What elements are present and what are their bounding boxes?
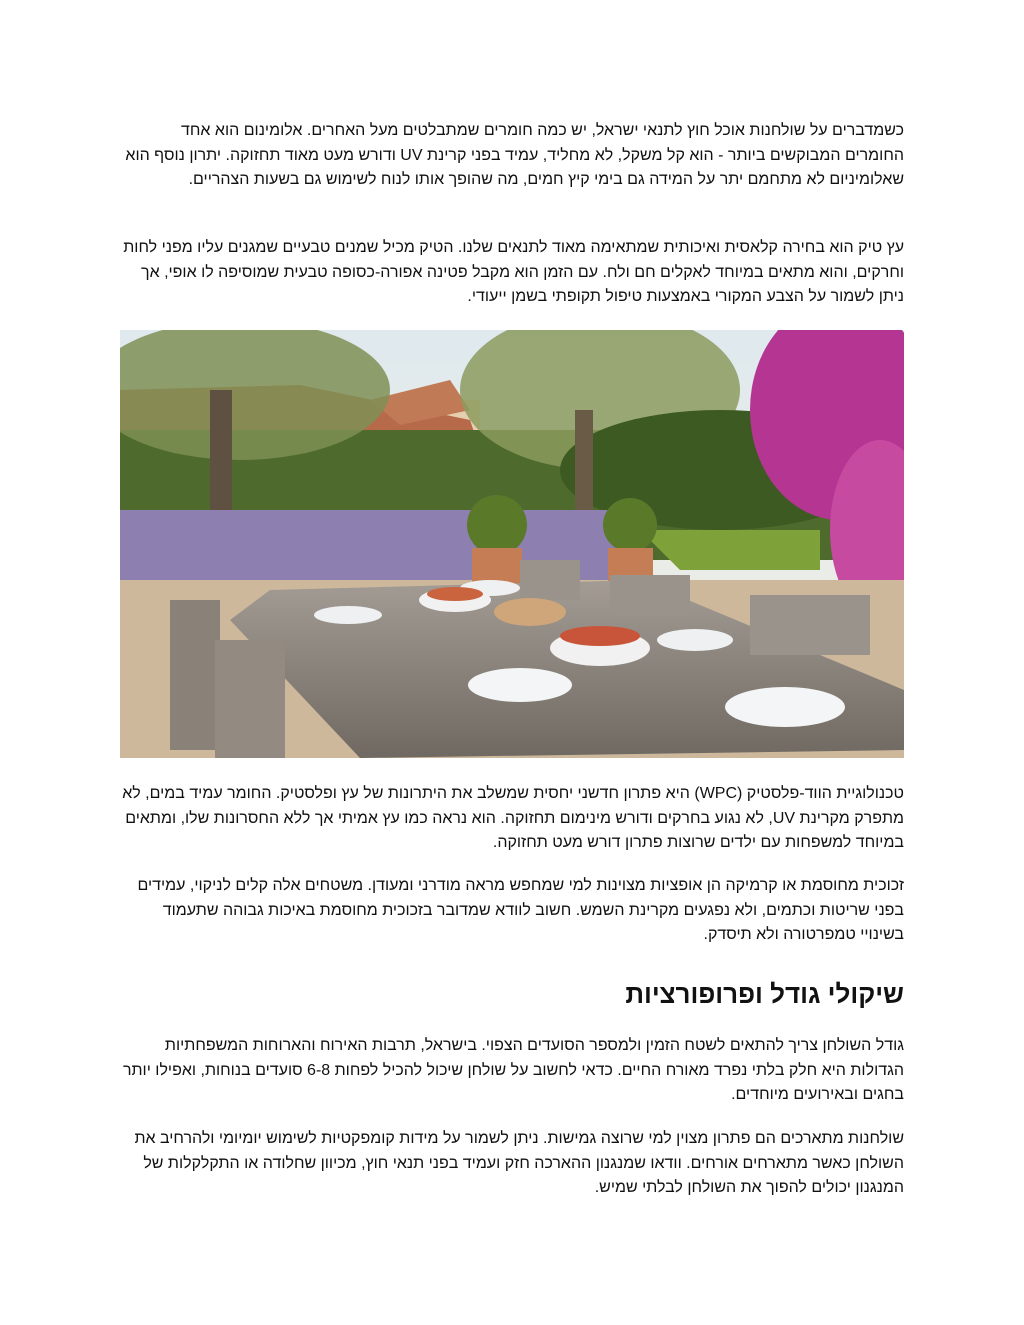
paragraph-glass-ceramic: זכוכית מחוסמת או קרמיקה הן אופציות מצוינות למי שמחפש מראה מודרני ומעודן. משטחים אלה קלים לניקוי, עמידים בפני שריטות וכתמים, ולא נפגעים מקרינת השמש. חשוב לוודא שמדובר בזכוכית מחוסמת באיכות גבוהה שתעמוד בשינויי טמפרטורה ולא תיסדק. [137, 877, 904, 943]
paragraph-table-size: גודל השולחן צריך להתאים לשטח הזמין ולמספר הסועדים הצפוי. בישראל, תרבות האירוח והארוחות המשפחתיות הגדולות היא חלק בלתי נפרד מאורח החיים. כדאי לחשוב על שולחן שיכול להכיל לפחות 6-8 סועדים בנוחות, ואפילו יותר בחגים ובאירועים מיוחדים. [122, 1037, 904, 1103]
garden-dining-table-photo [120, 330, 904, 758]
paragraph-extendable-tables: שולחנות מתארכים הם פתרון מצוין למי שרוצה גמישות. ניתן לשמור על מידות קומפקטיות לשימוש יומיומי ולהרחיב את השולחן כאשר מתארחים אורחים. וודאו שמנגנון ההארכה חזק ועמיד בפני תנאי חוץ, מכיוון שחלודה או התקלקלות של המנגנון יכולים להפוך את השולחן לבלתי שמיש. [134, 1130, 904, 1196]
paragraph-wpc: טכנולוגיית הווד-פלסטיק (WPC) היא פתרון חדשני יחסית שמשלב את היתרונות של עץ ופלסטיק. החומר עמיד במים, לא מתפרק מקרינת UV, לא נגוע בחרקים ודורש מינימום תחזוקה. הוא נראה כמו עץ אמיתי אך ללא החסרונות שלו, ומתאים במיוחד למשפחות עם ילדים שרוצות פתרון דורש מעט תחזוקה. [122, 785, 904, 851]
paragraph-aluminum: כשמדברים על שולחנות אוכל חוץ לתנאי ישראל, יש כמה חומרים שמתבלטים מעל האחרים. אלומינום הוא אחד החומרים המבוקשים ביותר - הוא קל משקל, לא מחליד, עמיד בפני קרינת UV ודורש מעט מאוד תחזוקה. יתרון נוסף הוא שאלומיניום לא מתחמם יתר על המידה גם בימי קיץ חמים, מה שהופך אותו לנוח לשימוש גם בשעות הצהריים. [125, 122, 904, 188]
section-heading: שיקולי גודל ופרופורציות [625, 979, 904, 1009]
paragraph-teak: עץ טיק הוא בחירה קלאסית ואיכותית שמתאימה מאוד לתנאים שלנו. הטיק מכיל שמנים טבעיים שמגנים עליו מפני לחות וחרקים, והוא מתאים במיוחד לאקלים חם ולח. עם הזמן הוא מקבל פטינה אפורה-כסופה טבעית שמוסיפה לו אופי, אך ניתן לשמור על הצבע המקורי באמצעות טיפול תקופתי בשמן ייעודי. [123, 239, 904, 305]
